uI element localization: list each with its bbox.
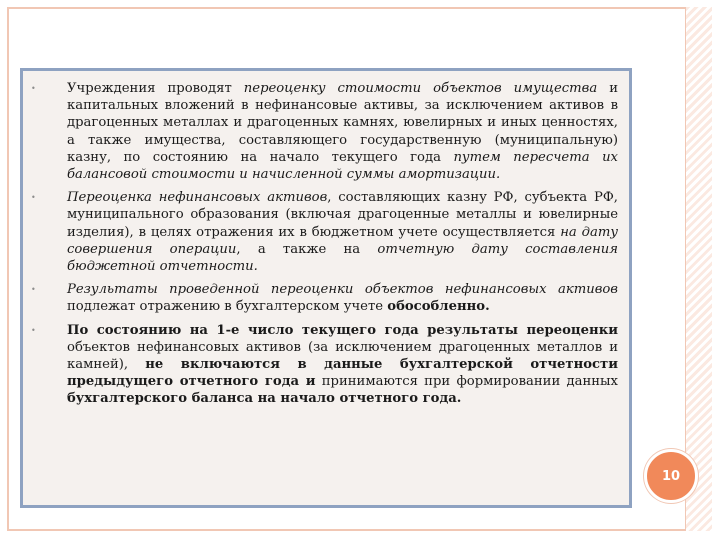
text-segment: бухгалтерского баланса на начало отчетного года. bbox=[67, 391, 462, 407]
text-segment: Результаты проведенной переоценки объектов нефинансовых активов bbox=[67, 282, 618, 298]
bullet-text bbox=[67, 281, 618, 315]
text-segment: Учреждения проводят bbox=[67, 81, 244, 96]
text-segment: объектов нефинансовых активов (за исключением драгоценных металлов и камней), bbox=[67, 339, 618, 373]
bullet-icon: • bbox=[31, 285, 36, 295]
text-segment: и капитальных вложений в нефинансовые активы, за исключением активов в драгоценных металлах и драгоценных камнях, ювелирных и иных ценностях, а также имущества, составляющего государственную (муниципальную) казну, по состоянию на начало текущего года bbox=[67, 81, 618, 165]
text-segment: не включаются в данные бухгалтерской отчетности предыдущего отчетного года и bbox=[67, 357, 618, 390]
bullet-item bbox=[23, 322, 618, 408]
bullet-item bbox=[23, 80, 618, 183]
bullet-list bbox=[23, 80, 618, 414]
content-box bbox=[20, 68, 632, 508]
bullet-text bbox=[67, 80, 618, 183]
text-segment: По состоянию на 1-е число текущего года результаты переоценки bbox=[67, 322, 618, 338]
decorative-side-band bbox=[685, 7, 712, 531]
text-segment: отчетную дату составления бюджетной отчетности. bbox=[67, 241, 618, 275]
text-segment: переоценку стоимости объектов имущества bbox=[243, 81, 598, 96]
text-segment: , а также на bbox=[236, 241, 378, 257]
text-segment: обособленно. bbox=[387, 299, 490, 315]
bullet-icon: • bbox=[31, 84, 36, 93]
text-segment: , составляющих казну РФ, субъекта РФ, муниципального образования (включая драгоценные металлы и ювелирные изделия), в целях отражения их в бюджетном учете осуществляется bbox=[67, 190, 618, 240]
text-segment: подлежат отражению в бухгалтерском учете bbox=[67, 299, 388, 315]
text-segment: на дату совершения операции bbox=[67, 224, 618, 257]
bullet-icon: • bbox=[31, 193, 36, 203]
text-segment: принимаются при формировании данных bbox=[315, 374, 618, 390]
bullet-text bbox=[67, 322, 618, 408]
bullet-item bbox=[23, 189, 618, 275]
text-segment: путем пересчета их балансовой стоимости и начисленной суммы амортизации. bbox=[67, 149, 618, 183]
text-segment: Переоценка нефинансовых активов bbox=[67, 190, 328, 206]
page-number-badge: 10 bbox=[644, 449, 698, 503]
bullet-item bbox=[23, 281, 618, 315]
bullet-icon: • bbox=[31, 325, 36, 335]
bullet-text bbox=[67, 189, 618, 275]
